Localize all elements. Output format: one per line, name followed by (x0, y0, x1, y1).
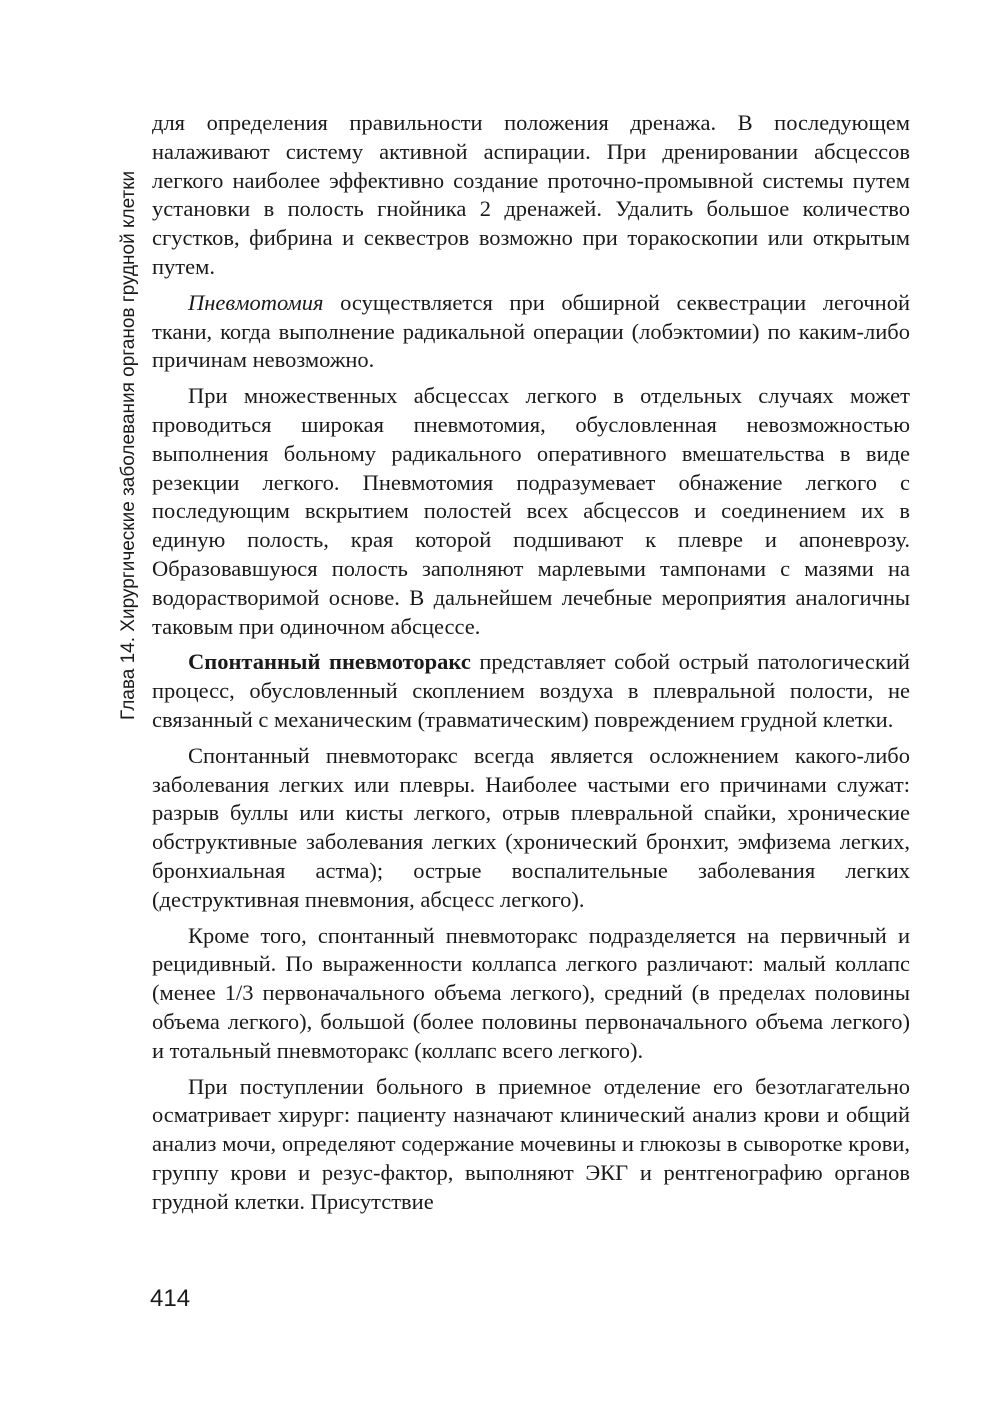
paragraph-spontaneous-pneumothorax-text: представляет собой острый патологический процесс, обусловленный скоплением воздуха в плевральной полости, не связанный с механическим (травматическим) повреждением грудной клетки. (152, 649, 910, 732)
paragraph-multiple-abscesses: При множественных абсцессах легкого в отдельных случаях может проводиться широкая пневмотомия, обусловленная невозможностью выполнения больному радикального оперативного вмешательства в виде резекции легкого. Пневмотомия подразумевает обнажение легкого с последующим вскрытием полостей всех абсцессов и соединением их в единую полость, края которой подшивают к плевре и апоневрозу. Образовавшуюся полость заполняют марлевыми тампонами с мазями на водорастворимой основе. В дальнейшем лечебные мероприятия аналогичны таковым при одиночном абсцессе. (152, 383, 910, 639)
paragraph-classification: Кроме того, спонтанный пневмоторакс подразделяется на первичный и рецидивный. По выраженности коллапса легкого различают: малый коллапс (менее 1/3 первоначального объема легкого), средний (в пределах половины объема легкого), большой (более половины первоначального объема легкого) и тотальный пневмоторакс (коллапс всего легкого). (152, 922, 910, 1063)
page-number: 414 (150, 1285, 191, 1312)
paragraph-drainage-continued: для определения правильности положения дренажа. В последующем налаживают систему активной аспирации. При дренировании абсцессов легкого наиболее эффективно создание проточно-промывной системы путем установки в полость гнойника 2 дренажей. Удалить большое количество сгустков, фибрина и секвестров возможно при торакоскопии или открытым путем. (152, 110, 910, 279)
paragraph-admission: При поступлении больного в приемное отделение его безотлагательно осматривает хирург: пациенту назначают клинический анализ крови и общий анализ мочи, определяют содержание мочевины и глюкозы в сыворотке крови, группу крови и резус-фактор, выполняют ЭКГ и рентгенографию органов грудной клетки. Присутствие (152, 1073, 910, 1214)
running-head (112, 100, 146, 720)
paragraph-pneumotomy (152, 289, 910, 375)
term-pneumotomy: Пневмотомия (188, 289, 324, 315)
paragraph-pneumotomy-text: осуществляется при обширной секвестрации легочной ткани, когда выполнение радикальной операции (лобэктомии) по каким-либо причинам невозможно. (152, 289, 910, 373)
running-head-text: Глава 14. Хирургические заболевания органов грудной клетки (118, 170, 139, 720)
body-text (152, 109, 910, 1223)
paragraph-spontaneous-pneumothorax (152, 648, 910, 734)
paragraph-causes: Спонтанный пневмоторакс всегда является осложнением какого-либо заболевания легких или плевры. Наиболее частыми его причинами служат: разрыв буллы или кисты легкого, отрыв плевральной спайки, хронические обструктивные заболевания легких (хронический бронхит, эмфизема легких, бронхиальная астма); острые воспалительные заболевания легких (деструктивная пневмония, абсцесс легкого). (152, 742, 910, 912)
term-spontaneous-pneumothorax: Спонтанный пневмоторакс (188, 649, 471, 675)
